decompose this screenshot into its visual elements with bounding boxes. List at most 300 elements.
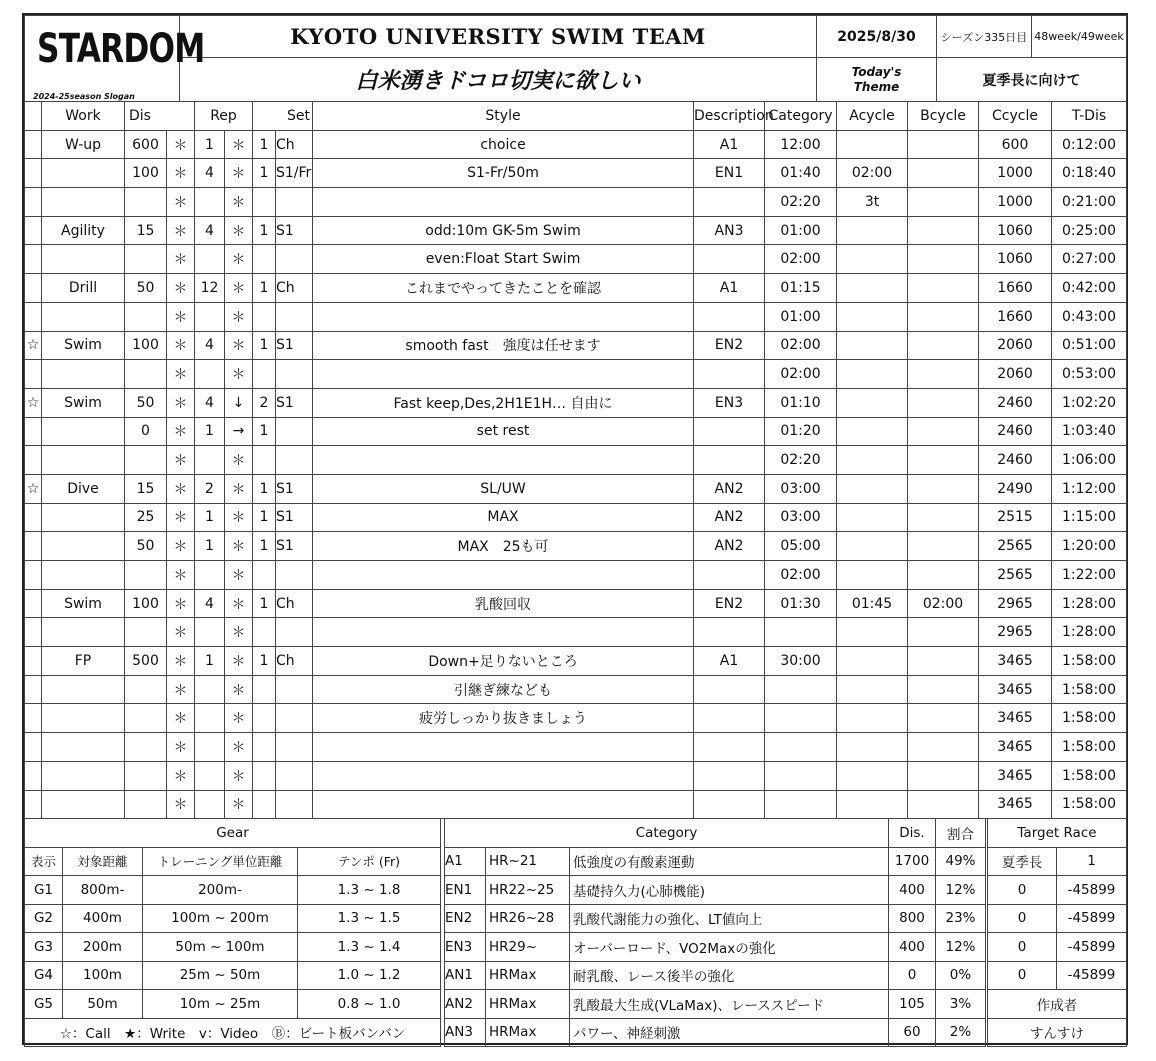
cell-bcycle: 02:00 [837, 159, 908, 188]
cell-style [276, 188, 313, 217]
cell-mark: ☆ [25, 474, 42, 503]
cell-op2: ＊ [225, 704, 253, 733]
cell-bcycle [837, 704, 908, 733]
cell-tdis: 2060 [979, 331, 1052, 360]
cell-work: Swim [42, 331, 125, 360]
cell-acycle: 03:00 [765, 474, 837, 503]
cell-bcycle [837, 618, 908, 647]
cell-category [694, 561, 765, 590]
cell-tdis: 1060 [979, 245, 1052, 274]
category-cell: EN2 [445, 904, 486, 933]
race-cell: 0 [988, 876, 1057, 905]
cell-ccycle [908, 532, 979, 561]
cell-bcycle [837, 216, 908, 245]
cell-description: smooth fast 強度は任せます [313, 331, 694, 360]
cell-set: 1 [253, 331, 276, 360]
cell-acycle: 01:30 [765, 589, 837, 618]
cell-op2: ＊ [225, 188, 253, 217]
author-name: すんすけ [988, 1018, 1127, 1047]
category-cell: 乳酸最大生成(VLaMax)、レーススピード [570, 990, 889, 1019]
cell-ttime: 0:51:00 [1052, 331, 1127, 360]
table-header-row [25, 102, 1127, 131]
author-label: 作成者 [988, 990, 1127, 1019]
gear-row [25, 933, 441, 962]
table-row [25, 245, 1127, 274]
cell-acycle [765, 618, 837, 647]
cell-set: 1 [253, 274, 276, 303]
cell-category [694, 618, 765, 647]
cell-mark [25, 790, 42, 819]
gear-cell: 400m [63, 904, 143, 933]
cell-tdis: 1060 [979, 216, 1052, 245]
cell-dis [125, 675, 167, 704]
cell-op1: ＊ [167, 130, 195, 159]
cell-set [253, 360, 276, 389]
cell-tdis: 600 [979, 130, 1052, 159]
gear-cell: G3 [25, 933, 63, 962]
col-bcycle: Bcycle [908, 102, 979, 131]
cell-dis: 50 [125, 388, 167, 417]
cell-bcycle [837, 130, 908, 159]
race-cell: -45899 [1057, 933, 1127, 962]
cell-tdis: 1660 [979, 302, 1052, 331]
cell-dis [125, 302, 167, 331]
cell-mark [25, 159, 42, 188]
cell-tdis: 3465 [979, 761, 1052, 790]
cell-op1: ＊ [167, 302, 195, 331]
cell-mark [25, 618, 42, 647]
cell-style: Ch [276, 130, 313, 159]
cell-set: 1 [253, 589, 276, 618]
cell-ccycle [908, 360, 979, 389]
gear-row [25, 961, 441, 990]
cell-style: S1/Fr [276, 159, 313, 188]
cell-style [276, 245, 313, 274]
col-work: Work [42, 102, 125, 131]
cell-description [313, 188, 694, 217]
category-cell: AN1 [445, 961, 486, 990]
category-row [445, 904, 986, 933]
cell-ttime: 0:25:00 [1052, 216, 1127, 245]
cell-style: S1 [276, 532, 313, 561]
cell-work [42, 561, 125, 590]
category-cell: パワー、神経刺激 [570, 1018, 889, 1047]
cell-ccycle [908, 388, 979, 417]
cell-op2: ＊ [225, 245, 253, 274]
cell-dis [125, 188, 167, 217]
cell-tdis: 2460 [979, 388, 1052, 417]
gear-cell: G1 [25, 876, 63, 905]
cell-rep [195, 618, 225, 647]
cell-tdis: 3465 [979, 733, 1052, 762]
cell-work [42, 761, 125, 790]
race-cell: 0 [988, 904, 1057, 933]
cell-mark [25, 245, 42, 274]
category-cell: 400 [889, 876, 936, 905]
cell-acycle: 02:20 [765, 446, 837, 475]
cell-style: Ch [276, 589, 313, 618]
cell-work [42, 302, 125, 331]
cell-ccycle [908, 618, 979, 647]
cell-acycle: 05:00 [765, 532, 837, 561]
cell-dis: 15 [125, 474, 167, 503]
cell-op1: ＊ [167, 589, 195, 618]
cell-dis [125, 704, 167, 733]
cell-bcycle: 01:45 [837, 589, 908, 618]
category-cell: EN3 [445, 933, 486, 962]
cell-ttime: 1:58:00 [1052, 675, 1127, 704]
cell-acycle: 01:15 [765, 274, 837, 303]
category-cell: HR22~25 [486, 876, 570, 905]
cell-work [42, 188, 125, 217]
table-row [25, 761, 1127, 790]
cell-ttime: 1:58:00 [1052, 733, 1127, 762]
cell-ccycle [908, 245, 979, 274]
cell-mark [25, 675, 42, 704]
cell-op2: ＊ [225, 733, 253, 762]
table-row [25, 130, 1127, 159]
category-title: Category [445, 819, 889, 848]
cell-ccycle [908, 704, 979, 733]
cell-op2: ＊ [225, 216, 253, 245]
cell-op2: ＊ [225, 360, 253, 389]
cell-dis: 100 [125, 331, 167, 360]
cell-mark [25, 647, 42, 676]
table-row [25, 159, 1127, 188]
table-row [25, 618, 1127, 647]
cell-tdis: 2515 [979, 503, 1052, 532]
cell-acycle [765, 790, 837, 819]
cell-description [313, 761, 694, 790]
category-row [445, 876, 986, 905]
cell-ccycle [908, 474, 979, 503]
cell-acycle [765, 704, 837, 733]
col-tdis: T-Dis [1052, 102, 1127, 131]
cell-description: これまでやってきたことを確認 [313, 274, 694, 303]
category-row [445, 961, 986, 990]
team-name: KYOTO UNIVERSITY SWIM TEAM [180, 16, 817, 58]
cell-ttime: 1:58:00 [1052, 761, 1127, 790]
cell-ttime: 0:21:00 [1052, 188, 1127, 217]
gear-row [25, 876, 441, 905]
cell-mark [25, 188, 42, 217]
cell-ccycle [908, 302, 979, 331]
race-row [988, 933, 1127, 962]
category-cell: 400 [889, 933, 936, 962]
cell-rep: 1 [195, 532, 225, 561]
col-style: Style [313, 102, 694, 131]
cell-work: Dive [42, 474, 125, 503]
cell-tdis: 3465 [979, 790, 1052, 819]
cell-dis: 500 [125, 647, 167, 676]
cell-mark [25, 733, 42, 762]
cell-set [253, 790, 276, 819]
race-cell: -45899 [1057, 876, 1127, 905]
cell-style [276, 675, 313, 704]
cell-mark [25, 589, 42, 618]
race-row [988, 961, 1127, 990]
category-cell: 49% [936, 847, 986, 876]
cell-description [313, 446, 694, 475]
cell-dis: 50 [125, 274, 167, 303]
cell-acycle: 02:00 [765, 331, 837, 360]
cell-category [694, 446, 765, 475]
cell-work [42, 532, 125, 561]
category-cell: HRMax [486, 990, 570, 1019]
cell-op1: ＊ [167, 360, 195, 389]
cell-set [253, 618, 276, 647]
gear-cell: 1.3 ~ 1.5 [298, 904, 441, 933]
gear-cell: G5 [25, 990, 63, 1019]
category-cell: HRMax [486, 961, 570, 990]
cell-op1: ＊ [167, 474, 195, 503]
cell-ttime: 1:58:00 [1052, 790, 1127, 819]
cell-mark [25, 274, 42, 303]
category-row [445, 990, 986, 1019]
cell-bcycle [837, 675, 908, 704]
cell-bcycle [837, 417, 908, 446]
gear-cell: 200m [63, 933, 143, 962]
cell-bcycle [837, 561, 908, 590]
table-row [25, 302, 1127, 331]
cell-set [253, 761, 276, 790]
gear-cell: 200m- [143, 876, 298, 905]
cell-op1: ＊ [167, 446, 195, 475]
cell-acycle: 02:20 [765, 188, 837, 217]
cell-rep [195, 675, 225, 704]
cell-style [276, 618, 313, 647]
table-row [25, 589, 1127, 618]
cell-style: S1 [276, 331, 313, 360]
theme-label [817, 58, 937, 102]
cell-category: A1 [694, 130, 765, 159]
cell-rep [195, 761, 225, 790]
cell-set [253, 733, 276, 762]
cell-op2: ＊ [225, 532, 253, 561]
cell-op1: ＊ [167, 790, 195, 819]
cell-mark [25, 360, 42, 389]
cell-ccycle [908, 503, 979, 532]
cell-ttime: 1:06:00 [1052, 446, 1127, 475]
cell-rep [195, 188, 225, 217]
cell-mark [25, 130, 42, 159]
cell-category [694, 245, 765, 274]
cell-op1: ＊ [167, 647, 195, 676]
cell-acycle: 02:00 [765, 561, 837, 590]
race-row [988, 904, 1127, 933]
cell-op2: ＊ [225, 130, 253, 159]
workout-table [24, 101, 1127, 819]
cell-style: S1 [276, 388, 313, 417]
cell-bcycle [837, 503, 908, 532]
cell-style [276, 733, 313, 762]
cell-rep: 1 [195, 647, 225, 676]
cell-description: Down+足りないところ [313, 647, 694, 676]
cell-op2: ＊ [225, 790, 253, 819]
cell-op1: ＊ [167, 159, 195, 188]
cell-ccycle [908, 561, 979, 590]
cell-set [253, 446, 276, 475]
slogan: 白米湧きドコロ切実に欲しい [180, 58, 817, 102]
cell-tdis: 2060 [979, 360, 1052, 389]
cell-ccycle [908, 216, 979, 245]
cell-tdis: 2565 [979, 532, 1052, 561]
cell-op1: ＊ [167, 733, 195, 762]
cell-tdis: 1000 [979, 188, 1052, 217]
cell-category: EN2 [694, 331, 765, 360]
category-cell: 低強度の有酸素運動 [570, 847, 889, 876]
category-row [445, 933, 986, 962]
cell-work [42, 503, 125, 532]
cell-category [694, 360, 765, 389]
cell-tdis: 1660 [979, 274, 1052, 303]
cell-bcycle [837, 446, 908, 475]
cell-style [276, 561, 313, 590]
cell-work: Drill [42, 274, 125, 303]
cell-bcycle [837, 733, 908, 762]
cell-rep [195, 561, 225, 590]
category-cell: HRMax [486, 1018, 570, 1047]
category-cell: HR26~28 [486, 904, 570, 933]
category-cell: A1 [445, 847, 486, 876]
cell-style [276, 704, 313, 733]
cell-dis [125, 561, 167, 590]
cell-ccycle [908, 761, 979, 790]
cell-category: EN3 [694, 388, 765, 417]
cell-work [42, 704, 125, 733]
race-cell: 0 [988, 933, 1057, 962]
category-cell: 12% [936, 876, 986, 905]
cell-rep: 4 [195, 216, 225, 245]
cell-rep [195, 302, 225, 331]
cell-set [253, 675, 276, 704]
race-cell: -45899 [1057, 904, 1127, 933]
cell-rep: 1 [195, 417, 225, 446]
cell-bcycle [837, 331, 908, 360]
category-cell: 0% [936, 961, 986, 990]
week-count: 48week/49week [1032, 16, 1127, 58]
cell-description: S1-Fr/50m [313, 159, 694, 188]
table-row [25, 274, 1127, 303]
cell-description: 引継ぎ練なども [313, 675, 694, 704]
cell-description: MAX [313, 503, 694, 532]
cell-ttime: 0:42:00 [1052, 274, 1127, 303]
cell-style: S1 [276, 216, 313, 245]
cell-rep: 4 [195, 331, 225, 360]
cell-op2: ＊ [225, 675, 253, 704]
gear-cell: 800m- [63, 876, 143, 905]
gear-row [25, 904, 441, 933]
cell-op1: ＊ [167, 503, 195, 532]
cell-ttime: 0:53:00 [1052, 360, 1127, 389]
cell-set [253, 704, 276, 733]
category-cell: オーバーロード、VO2Maxの強化 [570, 933, 889, 962]
cell-description: SL/UW [313, 474, 694, 503]
cell-mark [25, 216, 42, 245]
cell-op2: ＊ [225, 618, 253, 647]
cell-work: W-up [42, 130, 125, 159]
cell-set: 1 [253, 417, 276, 446]
category-cell: AN2 [445, 990, 486, 1019]
cell-bcycle [837, 274, 908, 303]
gear-cell: 50m [63, 990, 143, 1019]
logo-cell [25, 16, 205, 102]
cell-ccycle [908, 446, 979, 475]
category-cell: 耐乳酸、レース後半の強化 [570, 961, 889, 990]
cell-dis [125, 446, 167, 475]
col-acycle: Acycle [837, 102, 908, 131]
cell-bcycle [837, 761, 908, 790]
cell-rep: 2 [195, 474, 225, 503]
cell-set [253, 188, 276, 217]
cell-description [313, 302, 694, 331]
cell-dis: 100 [125, 159, 167, 188]
cell-dis: 25 [125, 503, 167, 532]
cell-category [694, 417, 765, 446]
cell-tdis: 2460 [979, 417, 1052, 446]
category-table [444, 818, 986, 1047]
table-row [25, 647, 1127, 676]
cell-work [42, 675, 125, 704]
cell-op2: ＊ [225, 331, 253, 360]
cell-dis [125, 790, 167, 819]
table-row [25, 503, 1127, 532]
cell-bcycle [837, 474, 908, 503]
col-set: Set [253, 102, 313, 131]
cell-style [276, 446, 313, 475]
cell-op1: ＊ [167, 675, 195, 704]
cell-tdis: 2565 [979, 561, 1052, 590]
cell-description: odd:10m GK-5m Swim [313, 216, 694, 245]
race-cell: 0 [988, 961, 1057, 990]
theme-label-line1: Today's [851, 64, 902, 79]
category-col-dis: Dis. [889, 819, 936, 848]
cell-acycle [765, 761, 837, 790]
cell-op1: ＊ [167, 618, 195, 647]
category-cell: 0 [889, 961, 936, 990]
cell-work [42, 245, 125, 274]
cell-rep: 4 [195, 589, 225, 618]
cell-acycle: 30:00 [765, 647, 837, 676]
cell-ccycle [908, 130, 979, 159]
cell-mark: ☆ [25, 388, 42, 417]
col-dis: Dis [125, 102, 195, 131]
cell-style [276, 360, 313, 389]
table-row [25, 733, 1127, 762]
cell-rep [195, 360, 225, 389]
cell-op1: ＊ [167, 274, 195, 303]
cell-ttime: 1:28:00 [1052, 589, 1127, 618]
cell-ccycle [908, 790, 979, 819]
cell-op2: ＊ [225, 761, 253, 790]
cell-op2: ＊ [225, 503, 253, 532]
cell-style: Ch [276, 274, 313, 303]
cell-ttime: 1:58:00 [1052, 647, 1127, 676]
category-cell: 乳酸代謝能力の強化、LT値向上 [570, 904, 889, 933]
season-day: シーズン335日目 [937, 16, 1032, 58]
cell-category [694, 790, 765, 819]
gear-cell: 100m [63, 961, 143, 990]
cell-ttime: 1:03:40 [1052, 417, 1127, 446]
cell-ttime: 0:43:00 [1052, 302, 1127, 331]
cell-rep [195, 790, 225, 819]
cell-ttime: 1:58:00 [1052, 704, 1127, 733]
cell-op1: ＊ [167, 761, 195, 790]
cell-op2: ＊ [225, 302, 253, 331]
cell-mark [25, 561, 42, 590]
cell-description: Fast keep,Des,2H1E1H… 自由に [313, 388, 694, 417]
category-cell: 3% [936, 990, 986, 1019]
